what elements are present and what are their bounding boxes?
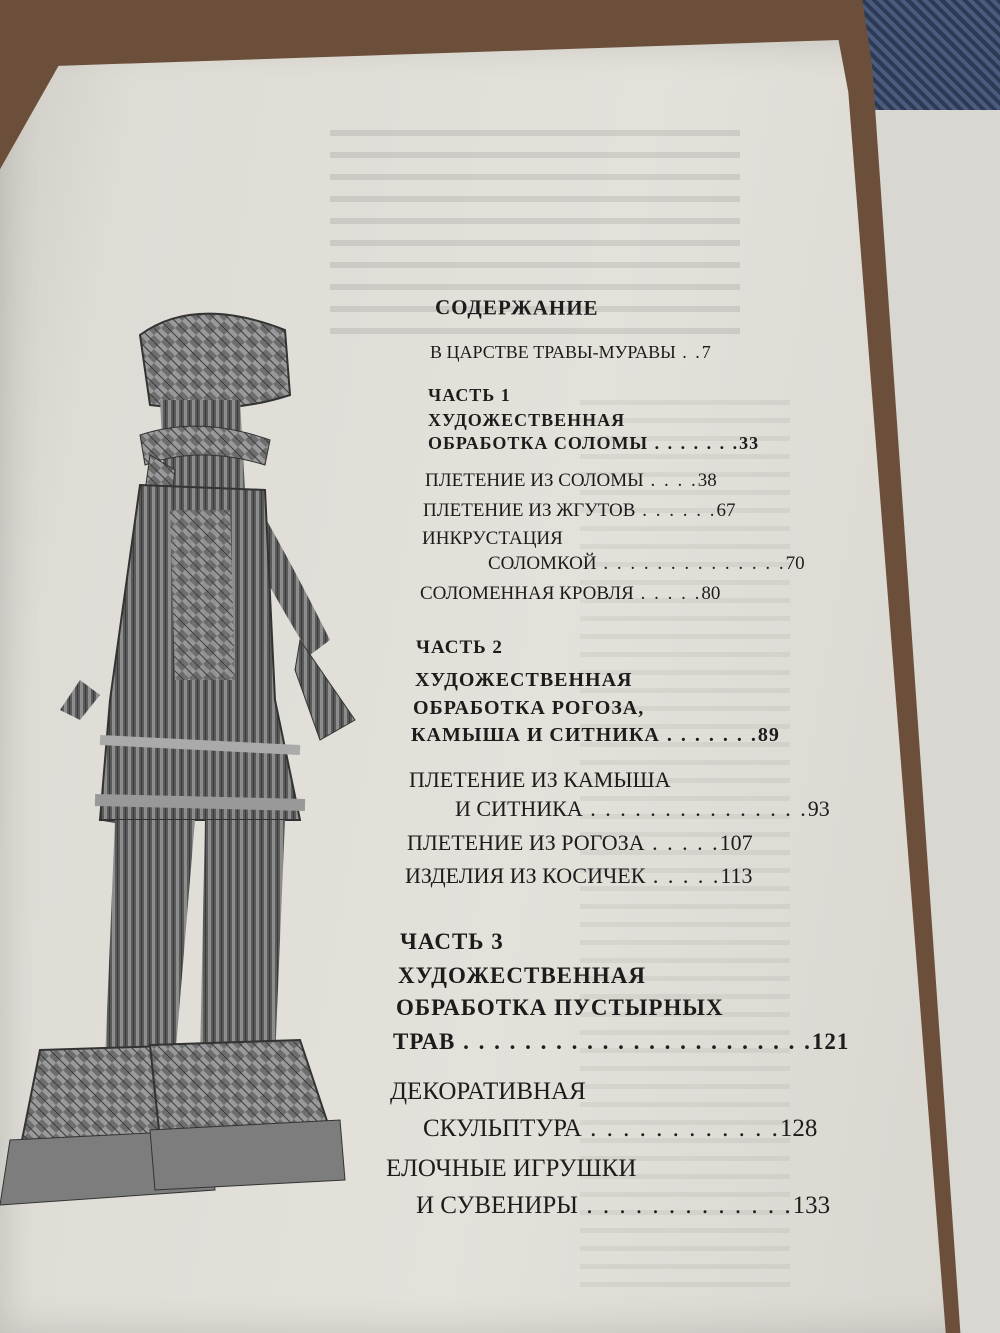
- page-number: 107: [719, 830, 753, 855]
- toc-entry-line1: ЕЛОЧНЫЕ ИГРУШКИ: [386, 1155, 637, 1182]
- toc-entry-line2: И СИТНИКА . . . . . . . . . . . . . . .93: [455, 796, 830, 821]
- toc-entry-line2: СОЛОМКОЙ . . . . . . . . . . . . . .70: [488, 553, 805, 574]
- page-number: 133: [792, 1192, 831, 1219]
- dot-leader: . . . . . . .: [648, 433, 740, 453]
- toc-entry: ПЛЕТЕНИЕ ИЗ СОЛОМЫ . . . .38: [425, 470, 717, 491]
- page-number: 33: [739, 433, 760, 453]
- page-number: 93: [807, 796, 830, 821]
- part-3-heading-line1: ХУДОЖЕСТВЕННАЯ: [398, 963, 647, 988]
- toc-entry: ПЛЕТЕНИЕ ИЗ РОГОЗА . . . . .107: [407, 830, 753, 855]
- part-3-label: ЧАСТЬ 3: [400, 929, 504, 954]
- page-number: 70: [785, 553, 805, 574]
- page-number: 128: [779, 1115, 818, 1142]
- page-number: 121: [811, 1029, 850, 1054]
- page-number: 80: [701, 583, 721, 604]
- toc-entry: СОЛОМЕННАЯ КРОВЛЯ . . . . .80: [420, 583, 721, 604]
- page-number: 38: [697, 470, 717, 491]
- dot-leader: . . . . . . . . . . . . . . . . . . . . . . .: [455, 1029, 812, 1054]
- part-3-heading-line3: ТРАВ . . . . . . . . . . . . . . . . . . . . . . .121: [393, 1029, 850, 1054]
- entry-label: В ЦАРСТВЕ ТРАВЫ-МУРАВЫ: [430, 342, 676, 362]
- page-number: 89: [757, 724, 780, 746]
- toc-entry: ПЛЕТЕНИЕ ИЗ ЖГУТОВ . . . . . .67: [423, 500, 736, 521]
- toc-entry-line1: ИНКРУСТАЦИЯ: [422, 528, 563, 549]
- toc-title: СОДЕРЖАНИЕ: [434, 295, 599, 320]
- toc-entry-line1: ПЛЕТЕНИЕ ИЗ КАМЫША: [409, 767, 671, 792]
- part-2-heading-line2: ОБРАБОТКА РОГОЗА,: [413, 697, 645, 719]
- dot-leader: . . . . . . .: [659, 724, 758, 746]
- part-1-heading-line1: ХУДОЖЕСТВЕННАЯ: [428, 410, 626, 430]
- part-2-heading-line3: КАМЫША И СИТНИКА . . . . . . .89: [411, 724, 780, 746]
- part-3-heading-line2: ОБРАБОТКА ПУСТЫРНЫХ: [396, 995, 724, 1020]
- toc-entry-line2: СКУЛЬПТУРА . . . . . . . . . . . .128: [423, 1115, 818, 1142]
- page-number: 67: [716, 500, 736, 521]
- part-2-heading-line1: ХУДОЖЕСТВЕННАЯ: [415, 669, 633, 691]
- toc-entry: ИЗДЕЛИЯ ИЗ КОСИЧЕК . . . . .113: [405, 863, 753, 888]
- toc-entry-line2: И СУВЕНИРЫ . . . . . . . . . . . . .133: [416, 1192, 831, 1219]
- part-1-label: ЧАСТЬ 1: [428, 385, 511, 405]
- page-number: 113: [720, 863, 753, 888]
- toc-intro-entry: [430, 342, 711, 363]
- page-number: 7: [701, 342, 711, 362]
- toc-entry-line1: ДЕКОРАТИВНАЯ: [390, 1078, 586, 1105]
- dot-leader: . .: [675, 342, 702, 362]
- part-1-heading-line2: ОБРАБОТКА СОЛОМЫ . . . . . . .33: [428, 433, 760, 453]
- part-2-label: ЧАСТЬ 2: [416, 637, 503, 658]
